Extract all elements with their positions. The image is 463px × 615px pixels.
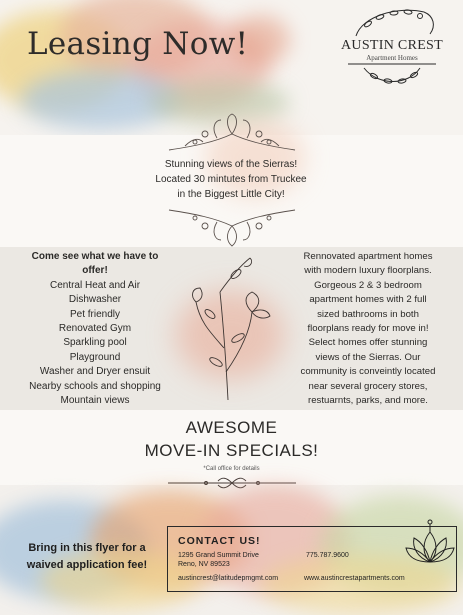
views-line: Located 30 mintutes from Truckee <box>155 174 307 185</box>
page-title: Leasing Now! <box>27 26 249 62</box>
description-line: views of the Sierras. Our <box>315 351 421 363</box>
email-link[interactable]: austincrest@latitudepmgmt.com <box>178 575 279 582</box>
description-line: near several grocery stores, <box>308 380 428 392</box>
logo <box>328 6 456 90</box>
list-item: Mountain views <box>60 395 130 407</box>
list-item: Dishwasher <box>68 294 122 306</box>
description-text <box>279 250 457 408</box>
description-line: floorplans ready for move in! <box>307 323 429 335</box>
views-text <box>128 157 334 202</box>
floral-ornament-icon <box>165 112 299 156</box>
list-item: Renovated Gym <box>58 323 132 335</box>
description-line: sized bathrooms in both <box>317 308 419 320</box>
amenities-list <box>14 250 176 408</box>
description-line: Rennovated apartment homes <box>303 251 433 262</box>
description-line: restuarnts, parks, and more. <box>308 395 428 407</box>
specials-heading: AWESOME <box>185 418 278 437</box>
specials-note: *Call office for details <box>203 466 260 472</box>
list-item: Nearby schools and shopping <box>29 380 161 392</box>
contact-title: CONTACT US! <box>178 535 261 547</box>
views-line: in the Biggest Little City! <box>177 189 285 200</box>
floral-ornament-icon <box>165 204 299 248</box>
flyer-line: waived application fee! <box>26 559 148 571</box>
description-line: Select homes offer stunning <box>308 337 428 349</box>
address-line: Reno, NV 89523 <box>178 561 230 568</box>
specials-heading: MOVE-IN SPECIALS! <box>144 441 319 460</box>
phone-number[interactable]: 775.787.9600 <box>306 552 349 559</box>
list-item: Washer and Dryer ensuit <box>39 366 151 378</box>
views-line: Stunning views of the Sierras! <box>164 159 298 170</box>
flower-sketch-icon <box>180 252 276 402</box>
logo-subtitle: Apartment Homes <box>366 54 418 62</box>
description-line: community is conveintly located <box>300 366 436 378</box>
description-line: Gorgeous 2 & 3 bedroom <box>314 279 422 291</box>
description-line: with modern luxury floorplans. <box>304 265 432 277</box>
amenities-heading: offer! <box>82 265 108 277</box>
flyer-line: Bring in this flyer for a <box>28 542 146 554</box>
list-item: Sparkling pool <box>63 337 127 349</box>
amenities-heading: Come see what we have to <box>31 251 159 262</box>
flyer-offer <box>12 540 162 574</box>
list-item: Pet friendly <box>69 308 121 320</box>
website-link[interactable]: www.austincrestapartments.com <box>304 575 405 582</box>
list-item: Playground <box>69 351 121 363</box>
list-item: Central Heat and Air <box>49 279 141 291</box>
description-line: apartment homes with 2 full <box>309 294 427 306</box>
lotus-icon <box>404 518 456 570</box>
address-line: 1295 Grand Summit Drive <box>178 552 259 559</box>
logo-name: AUSTIN CREST <box>341 38 443 53</box>
